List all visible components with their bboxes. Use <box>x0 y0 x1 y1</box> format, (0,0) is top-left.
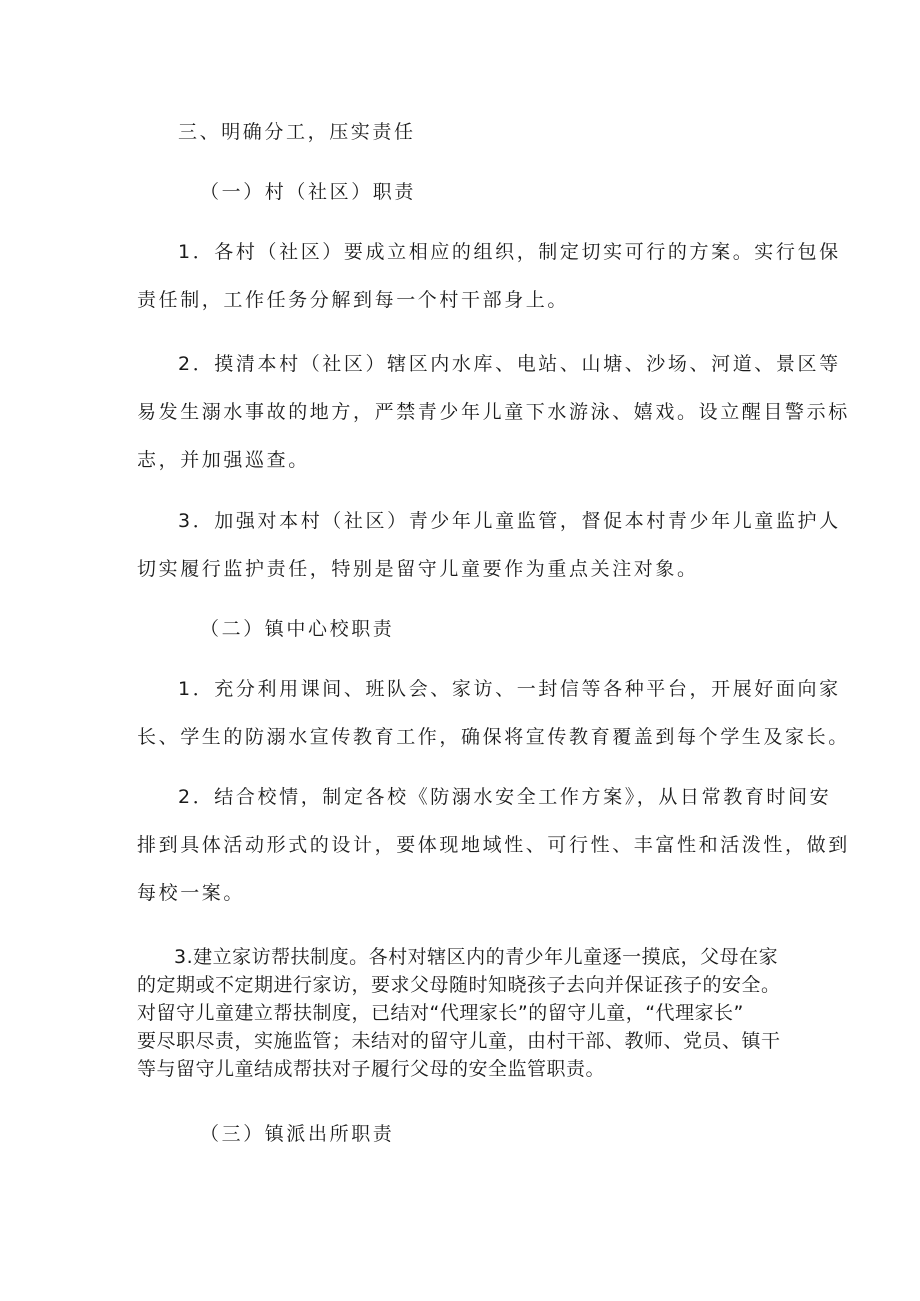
village-item-1-line-1: 1．各村（社区）要成立相应的组织，制定切实可行的方案。实行包保 <box>178 241 841 263</box>
village-item-2-line-1: 2．摸清本村（社区）辖区内水库、电站、山塘、沙场、河道、景区等 <box>178 353 841 375</box>
village-item-3-line-1: 3．加强对本村（社区）青少年儿童监管，督促本村青少年儿童监护人 <box>178 510 841 532</box>
village-item-1-line-2: 责任制，工作任务分解到每一个村干部身上。 <box>137 289 570 311</box>
school-item-2-line-2: 排到具体活动形式的设计，要体现地域性、可行性、丰富性和活泼性，做到 <box>137 834 850 856</box>
subsection-heading-police: （三）镇派出所职责 <box>200 1123 395 1145</box>
village-item-2-line-2: 易发生溺水事故的地方，严禁青少年儿童下水游泳、嬉戏。设立醒目警示标 <box>137 401 850 423</box>
subsection-heading-school: （二）镇中心校职责 <box>200 618 395 640</box>
section-heading: 三、明确分工，压实责任 <box>178 121 416 143</box>
school-item-1-line-1: 1．充分利用课间、班队会、家访、一封信等各种平台，开展好面向家 <box>178 678 841 700</box>
school-item-3-line-1: 3.建立家访帮扶制度。各村对辖区内的青少年儿童逐一摸底，父母在家 <box>174 946 779 968</box>
school-item-3-line-5: 等与留守儿童结成帮扶对子履行父母的安全监管职责。 <box>137 1058 606 1080</box>
school-item-1-line-2: 长、学生的防溺水宣传教育工作，确保将宣传教育覆盖到每个学生及家长。 <box>137 726 850 748</box>
village-item-2-line-3: 志，并加强巡查。 <box>137 449 310 471</box>
subsection-heading-village: （一）村（社区）职责 <box>200 181 417 203</box>
school-item-3-line-4: 要尽职尽责，实施监管；未结对的留守儿童，由村干部、教师、党员、镇干 <box>137 1030 781 1052</box>
school-item-2-line-3: 每校一案。 <box>137 882 246 904</box>
school-item-2-line-1: 2．结合校情，制定各校《防溺水安全工作方案》，从日常教育时间安 <box>178 786 832 808</box>
school-item-3-line-3: 对留守儿童建立帮扶制度，已结对“代理家长”的留守儿童，“代理家长” <box>137 1002 744 1024</box>
village-item-3-line-2: 切实履行监护责任，特别是留守儿童要作为重点关注对象。 <box>137 558 699 580</box>
school-item-3-line-2: 的定期或不定期进行家访，要求父母随时知晓孩子去向并保证孩子的安全。 <box>137 974 781 996</box>
